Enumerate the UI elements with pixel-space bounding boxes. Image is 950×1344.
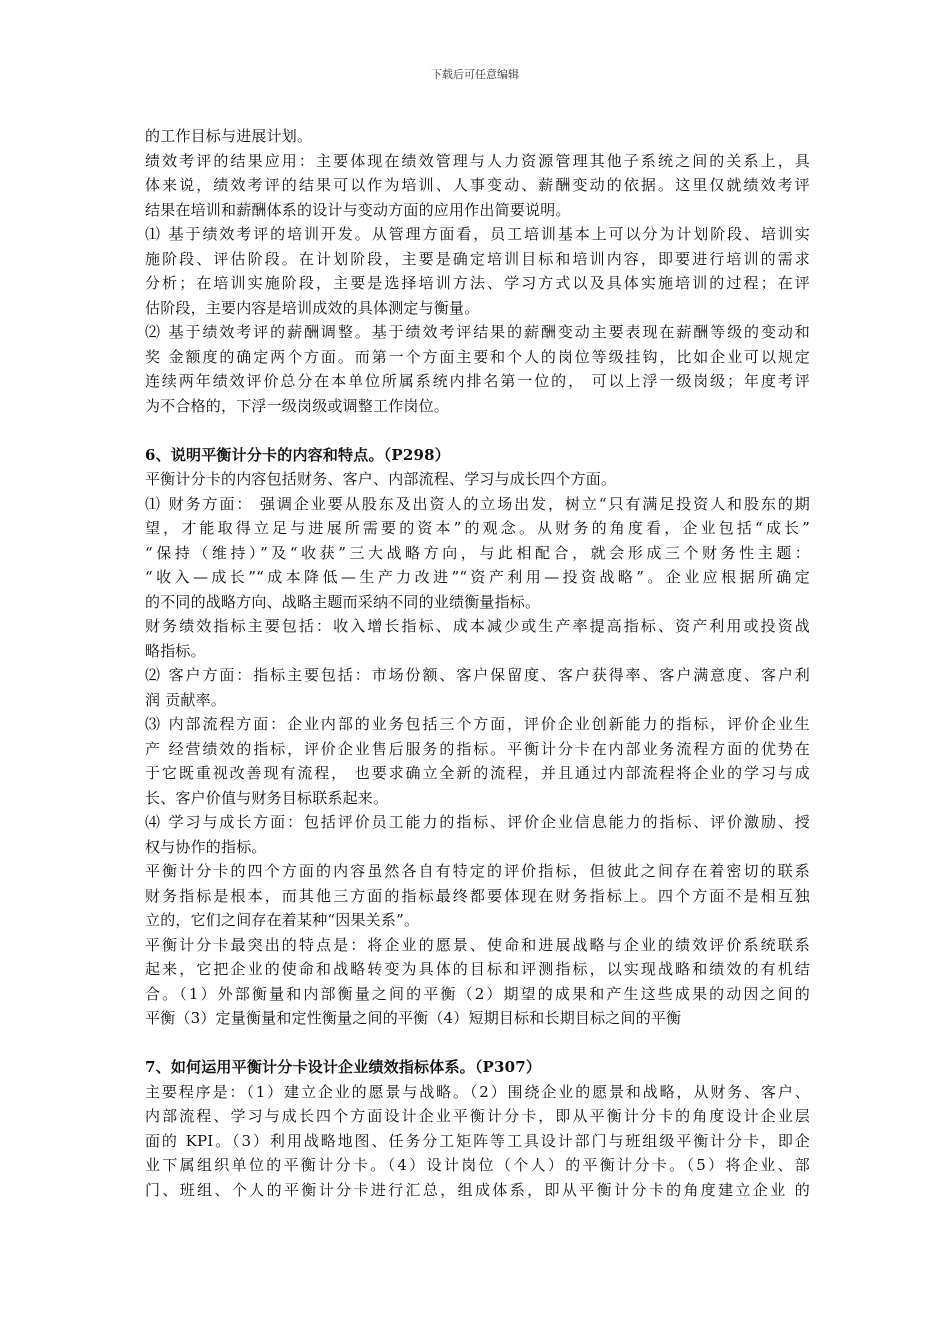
text-line: ⑶ 内部流程方面：企业内部的业务包括三个方面，评价企业创新能力的指标，评价企业生 — [145, 715, 810, 733]
text-line: ⑵ 基于绩效考评的薪酬调整。基于绩效考评结果的薪酬变动主要表现在薪酬等级的变动和 — [145, 323, 810, 341]
page-header: 下载后可任意编辑 — [431, 68, 519, 81]
text-line: 面的 KPI。（3）利用战略地图、任务分工矩阵等工具设计部门与班组级平衡计分卡，即企 — [145, 1131, 810, 1150]
text-line: “收入—成长”“成本降低—生产力改进”“资产利用—投资战略”。企业应根据所确定 — [145, 568, 810, 586]
text-line: 估阶段，主要内容是培训成效的具体测定与衡量。 — [145, 298, 480, 317]
paragraph-gap — [145, 418, 810, 443]
text-line: ⑴ 财务方面： 强调企业要从股东及出资人的立场出发，树立“只有满足投资人和股东的期 — [145, 494, 810, 513]
text-line: ⑴ 基于绩效考评的培训开发。从管理方面看，员工培训基本上可以分为计划阶段、培训实 — [145, 225, 810, 243]
text-line: 润 贡献率。 — [145, 690, 226, 709]
text-line: 于它既重视改善现有流程， 也要求确立全新的流程，并且通过内部流程将企业的学习与成 — [145, 764, 810, 782]
text-line: 结果在培训和薪酬体系的设计与变动方面的应用作出简要说明。 — [145, 200, 571, 219]
text-line: 分析；在培训实施阶段，主要是选择培训方法、学习方式以及具体实施培训的过程；在评 — [145, 274, 810, 292]
text-line: 合。（1）外部衡量和内部衡量之间的平衡（2）期望的成果和产生这些成果的动因之间的 — [145, 984, 810, 1003]
text-line: 内部流程、学习与成长四个方面设计企业平衡计分卡，即从平衡计分卡的角度设计企业层 — [145, 1107, 810, 1125]
text-line: 略指标。 — [145, 641, 206, 660]
text-line: 奖 金额度的确定两个方面。而第一个方面主要和个人的岗位等级挂钩，比如企业可以规定 — [145, 347, 810, 366]
text-line: 平衡计分卡的四个方面的内容虽然各自有特定的评价指标，但彼此之间存在着密切的联系 — [145, 862, 810, 880]
text-line: 业下属组织单位的平衡计分卡。（4）设计岗位（个人）的平衡计分卡。（5）将企业、部 — [145, 1156, 810, 1174]
text-line: 权与协作的指标。 — [145, 837, 267, 856]
text-line: 平衡计分卡的内容包括财务、客户、内部流程、学习与成长四个方面。 — [145, 470, 617, 488]
text-line: 体来说，绩效考评的结果可以作为培训、人事变动、薪酬变动的依据。这里仅就绩效考评 — [145, 176, 810, 194]
text-line: ⑷ 学习与成长方面：包括评价员工能力的指标、评价企业信息能力的指标、评价激励、授 — [145, 813, 810, 831]
text-line: 门、班组、个人的平衡计分卡进行汇总，组成体系，即从平衡计分卡的角度建立企业 的 — [145, 1180, 810, 1199]
text-line: 平衡（3）定量衡量和定性衡量之间的平衡（4）短期目标和长期目标之间的平衡 — [145, 1009, 682, 1027]
text-line: 长、客户价值与财务目标联系起来。 — [145, 788, 389, 807]
text-line: 平衡计分卡最突出的特点是：将企业的愿景、使命和进展战略与企业的绩效评价系统联系 — [145, 935, 810, 954]
document-body — [145, 124, 810, 1202]
text-line: 连续两年绩效评价总分在本单位所属系统内排名第一位的， 可以上浮一级岗级；年度考评 — [145, 372, 810, 390]
text-line: 主要程序是：（1）建立企业的愿景与战略。（2）围绕企业的愿景和战略，从财务、客户、 — [145, 1082, 810, 1101]
text-line: 立的，它们之间存在着某种“因果关系”。 — [145, 911, 420, 929]
text-line: 财务绩效指标主要包括：收入增长指标、成本减少或生产率提高指标、资产利用或投资战 — [145, 617, 810, 635]
text-line: 绩效考评的结果应用：主要体现在绩效管理与人力资源管理其他子系统之间的关系上，具 — [145, 151, 810, 170]
text-line: 财务指标是根本，而其他三方面的指标最终都要体现在财务指标上。四个方面不是相互独 — [145, 886, 810, 905]
text-line: 的工作目标与进展计划。 — [145, 127, 313, 145]
section-heading: 6、说明平衡计分卡的内容和特点。（P298） — [145, 445, 450, 464]
text-line: 望，才能取得立足与进展所需要的资本”的观念。从财务的角度看，企业包括“成长” — [145, 519, 810, 537]
text-line: 产 经营绩效的指标，评价企业售后服务的指标。平衡计分卡在内部业务流程方面的优势在 — [145, 739, 810, 758]
text-line: ⑵ 客户方面：指标主要包括：市场份额、客户保留度、客户获得率、客户满意度、客户利 — [145, 666, 810, 684]
text-line: 的不同的战略方向、战略主题而采纳不同的业绩衡量指标。 — [145, 592, 541, 611]
section-heading: 7、如何运用平衡计分卡设计企业绩效指标体系。（P307） — [145, 1058, 542, 1076]
text-line: 为不合格的，下浮一级岗级或调整工作岗位。 — [145, 396, 450, 415]
text-line: 施阶段、评估阶段。在计划阶段，主要是确定培训目标和培训内容，即要进行培训的需求 — [145, 249, 810, 268]
paragraph-gap — [145, 1031, 810, 1056]
text-line: “保持（维持）”及“收获”三大战略方向，与此相配合，就会形成三个财务性主题： — [145, 543, 810, 562]
text-line: 起来，它把企业的使命和战略转变为具体的目标和评测指标，以实现战略和绩效的有机结 — [145, 960, 810, 978]
